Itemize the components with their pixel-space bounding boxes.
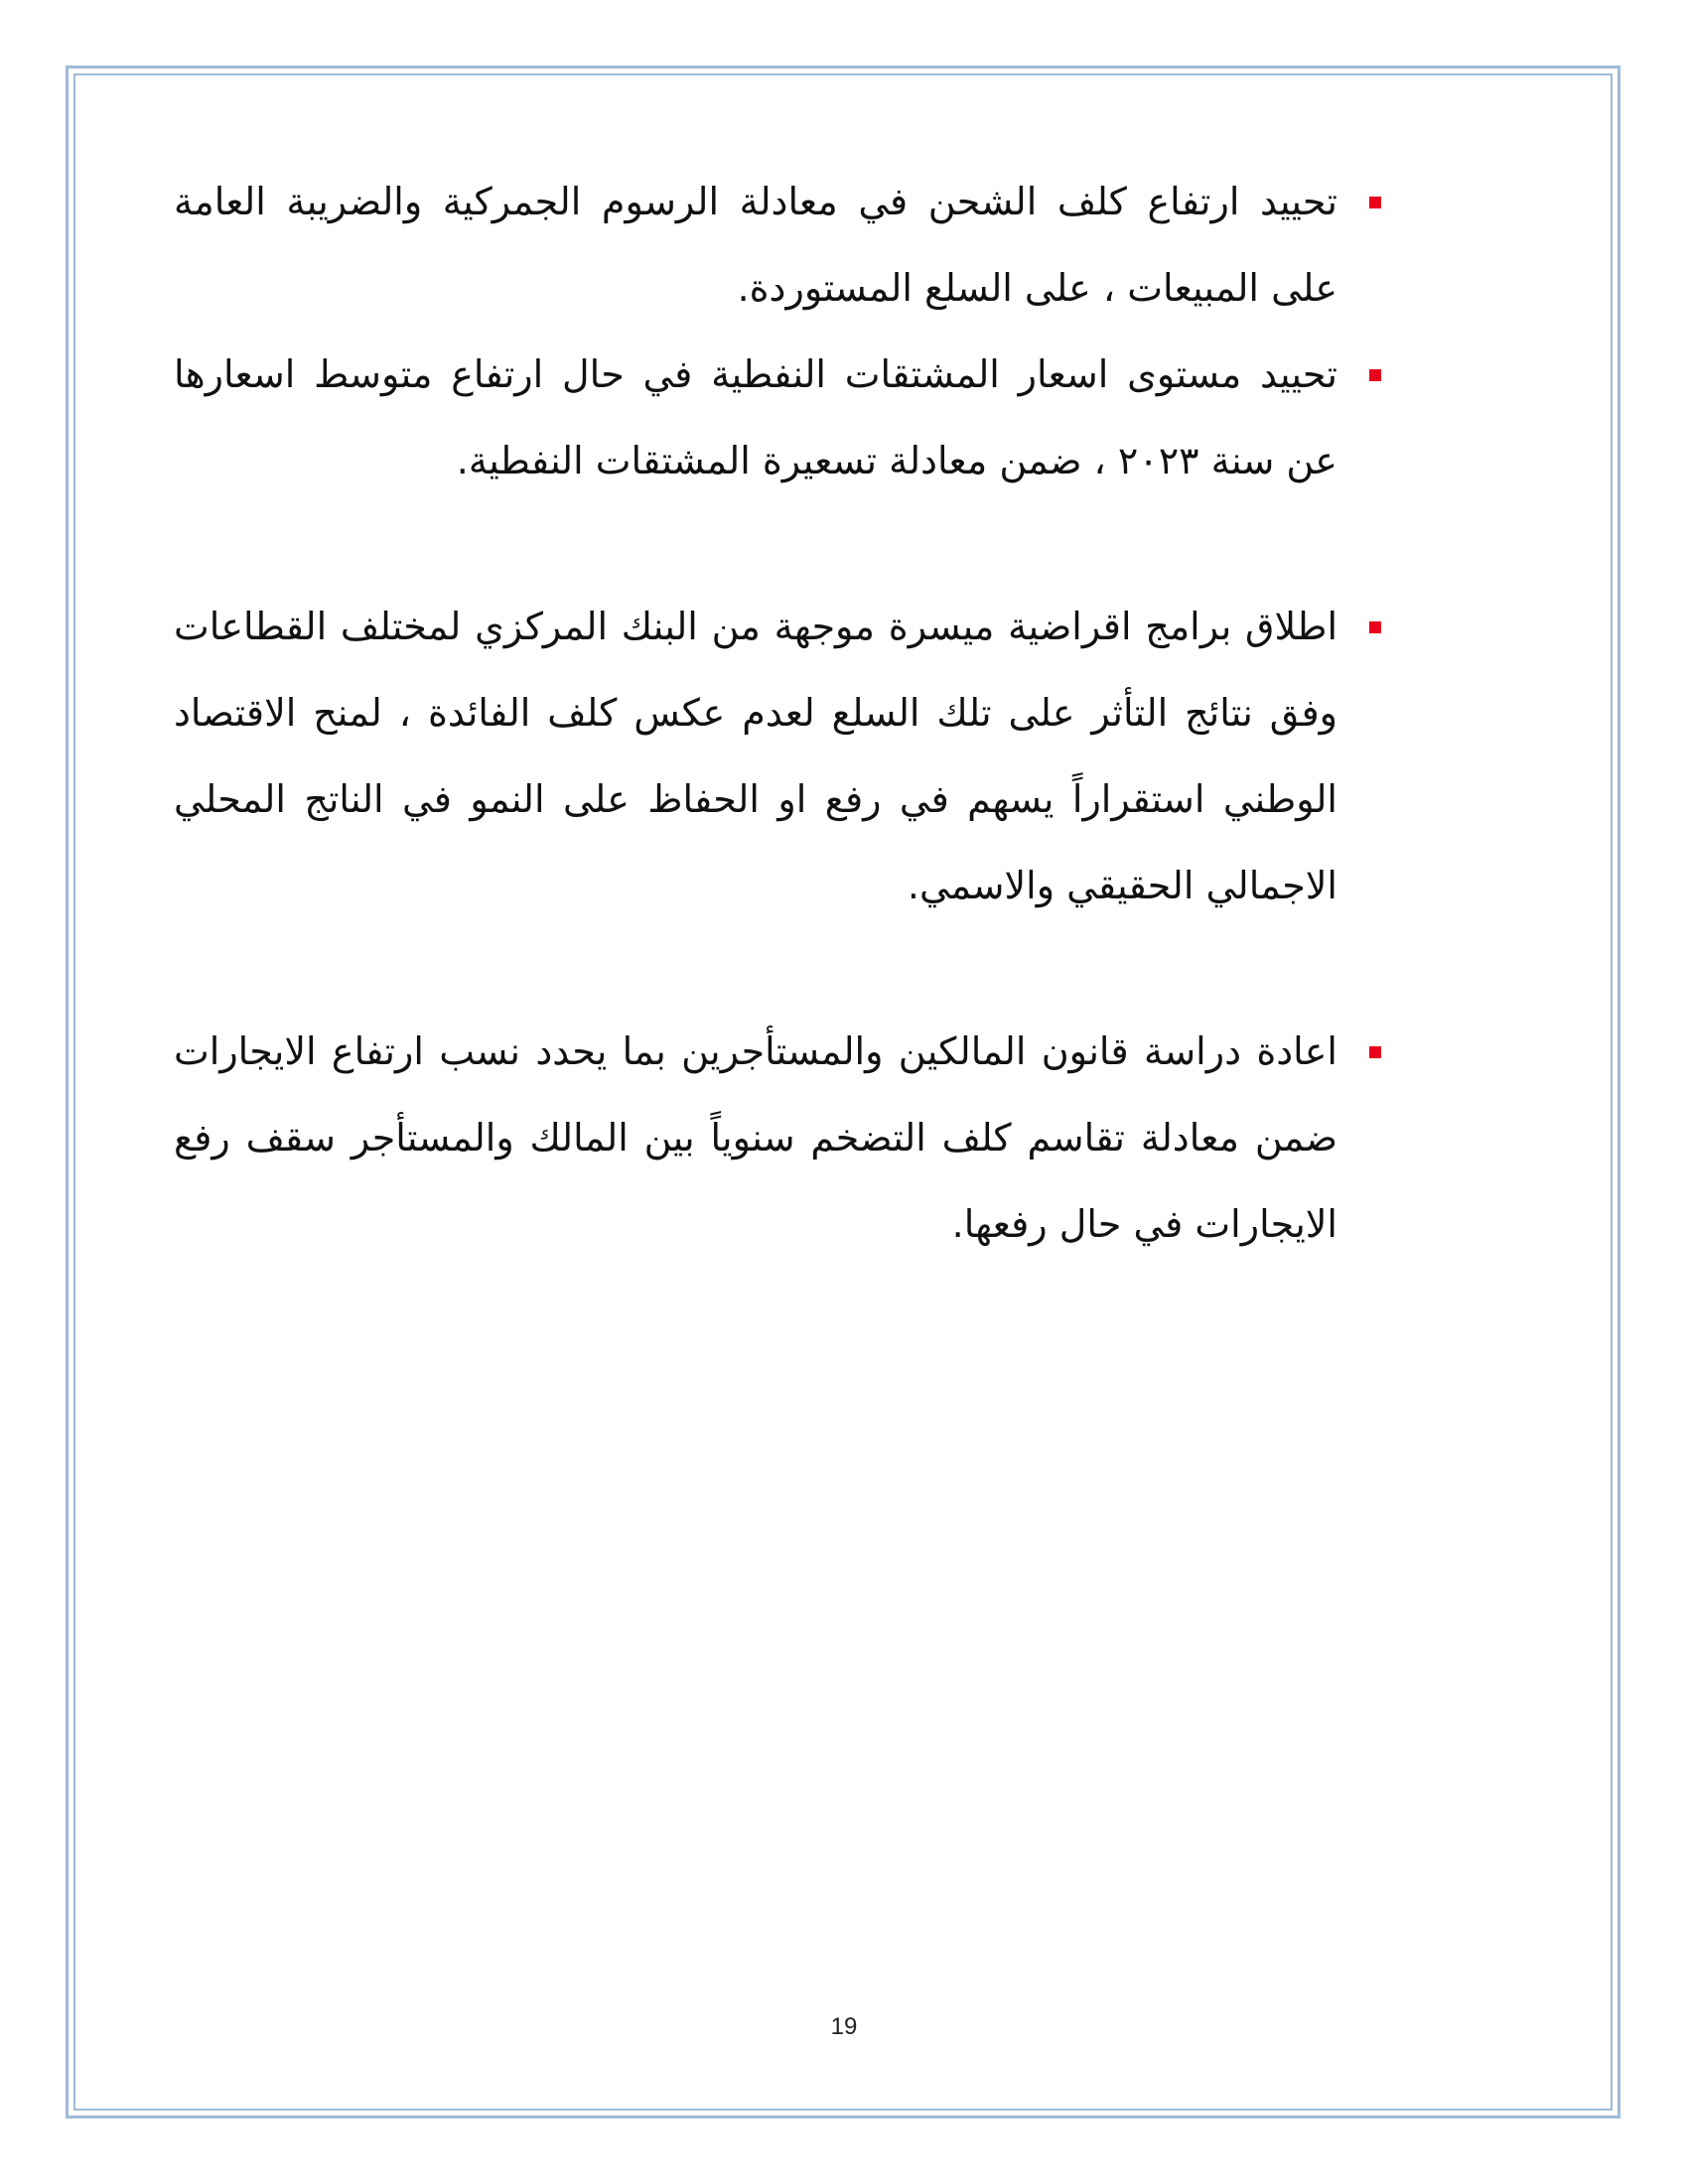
list-item-text: اطلاق برامج اقراضية ميسرة موجهة من البنك المركزي لمختلف القطاعات وفق نتائج التأثر على تلك السلع لعدم عكس كلف الفائدة ، لمنح الاقتصاد الوطني استقراراً يسهم في رفع او الحفاظ على النمو في الناتج المحلي الاجمالي الحقيقي والاسمي.	[174, 605, 1337, 907]
list-item-text: تحييد مستوى اسعار المشتقات النفطية في حال ارتفاع متوسط اسعارها عن سنة ٢٠٢٣ ، ضمن معادلة تسعيرة المشتقات النفطية.	[174, 352, 1337, 482]
list-item	[174, 159, 1395, 332]
page-number: 19	[830, 2013, 858, 2040]
list-item	[174, 584, 1395, 929]
list-item-text: اعادة دراسة قانون المالكين والمستأجرين بما يحدد نسب ارتفاع الايجارات ضمن معادلة تقاسم كلف التضخم سنوياً بين المالك والمستأجر سقف رفع الايجارات في حال رفعها.	[174, 1029, 1337, 1246]
list-item	[174, 1009, 1395, 1268]
bullet-square-icon	[1369, 1046, 1381, 1058]
bullet-square-icon	[1369, 369, 1381, 381]
list-item-text: تحييد ارتفاع كلف الشحن في معادلة الرسوم الجمركية والضريبة العامة على المبيعات ، على السلع المستوردة.	[174, 180, 1337, 310]
bullet-square-icon	[1369, 197, 1381, 208]
document-body	[174, 159, 1395, 1268]
bullet-square-icon	[1369, 621, 1381, 633]
list-item	[174, 332, 1395, 504]
